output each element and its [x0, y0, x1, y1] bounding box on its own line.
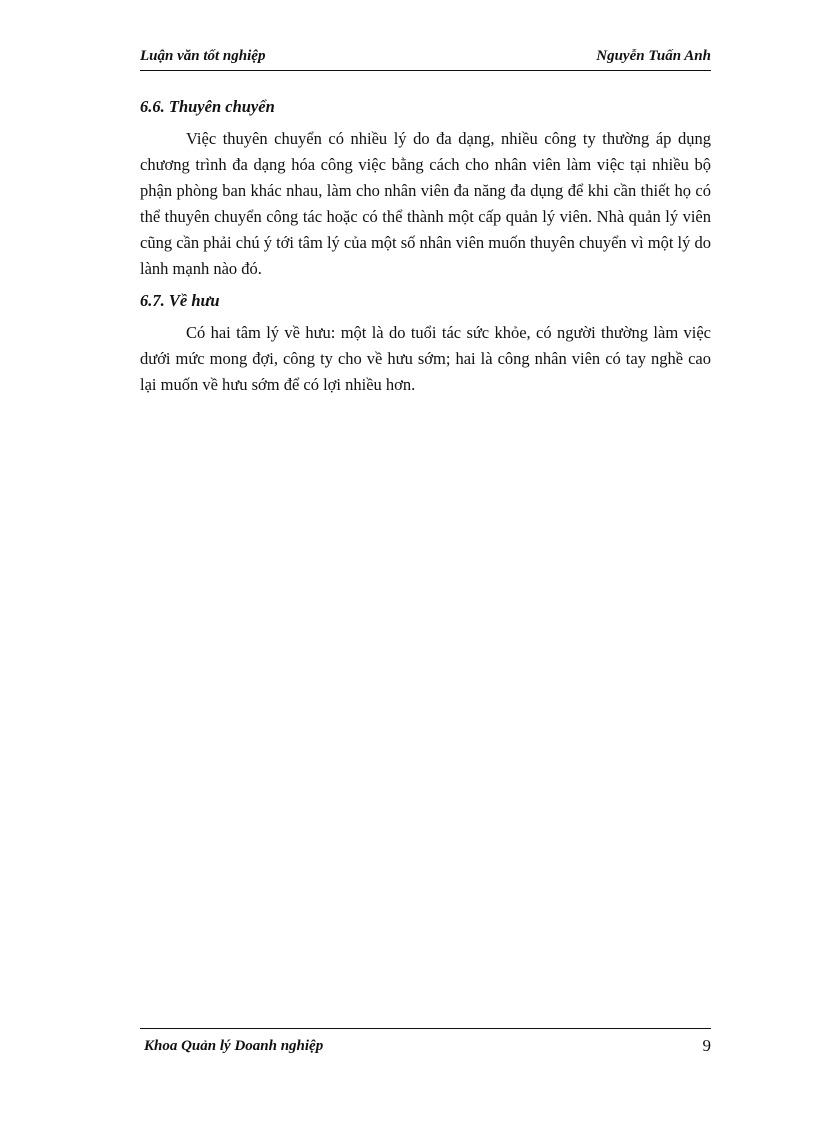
page-header: [140, 48, 711, 70]
header-thesis-label: Luận văn tốt nghiệp: [140, 48, 266, 64]
footer-faculty-label: Khoa Quản lý Doanh nghiệp: [144, 1038, 324, 1054]
page-footer: [140, 1036, 711, 1060]
header-divider: [140, 70, 711, 71]
header-author-name: Nguyễn Tuấn Anh: [596, 48, 711, 64]
page-number: 9: [702, 1036, 711, 1055]
section-heading-retirement: 6.7. Về hưu: [140, 291, 220, 310]
page-body: [140, 88, 711, 402]
section-paragraph-transfer: Việc thuyên chuyển có nhiều lý do đa dạng, nhiều công ty thường áp dụng chương trình đa dạng hóa công việc bằng cách cho nhân viên làm việc tại nhiều bộ phận phòng ban khác nhau, làm cho nhân viên đa năng đa dụng để khi cần thiết họ có thể thuyên chuyển công tác hoặc có thể thành một cấp quản lý viên. Nhà quản lý viên cũng cần phải chú ý tới tâm lý của một số nhân viên muốn thuyên chuyển vì một lý do lành mạnh nào đó.: [140, 129, 711, 278]
section-heading-transfer: 6.6. Thuyên chuyển: [140, 97, 275, 116]
section-paragraph-retirement: Có hai tâm lý về hưu: một là do tuổi tác sức khỏe, có người thường làm việc dưới mức mong đợi, công ty cho về hưu sớm; hai là công nhân viên có tay nghề cao lại muốn về hưu sớm để có lợi nhiều hơn.: [140, 323, 711, 394]
footer-divider: [140, 1028, 711, 1029]
